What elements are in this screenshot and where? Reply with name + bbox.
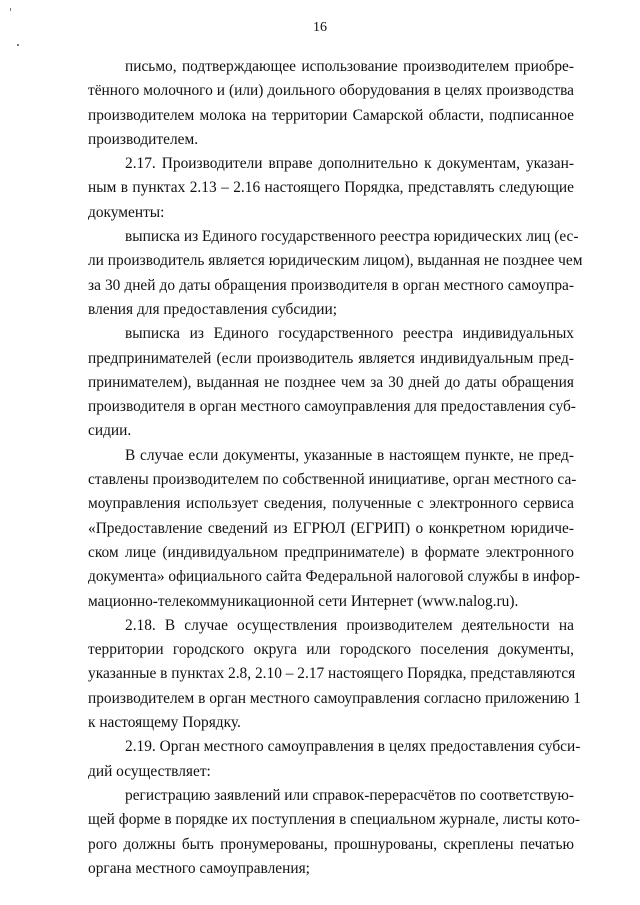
paragraph bbox=[88, 444, 580, 614]
paragraph bbox=[88, 735, 581, 784]
text-line: производителем в орган местного самоуправления согласно приложению 1 bbox=[88, 689, 581, 707]
text-line: 2.19. Орган местного самоуправления в целях предоставления субси- bbox=[125, 738, 581, 756]
text-line: к настоящему Порядку. bbox=[88, 714, 241, 732]
text-line: производителем молока на территории Самарской области, подписанное bbox=[88, 106, 574, 124]
text-line: ставлены производителем по собственной инициативе, орган местного са- bbox=[88, 471, 577, 489]
text-line: производителя в орган местного самоуправления для предоставления суб- bbox=[88, 398, 576, 416]
paragraph bbox=[88, 55, 574, 152]
text-line: тённого молочного и (или) доильного оборудования в целях производства bbox=[88, 82, 574, 100]
text-line: мационно-телекоммуникационной сети Интернет (www.nalog.ru). bbox=[88, 592, 519, 610]
text-line: выписка из Единого государственного реестра юридических лиц (ес- bbox=[125, 228, 579, 246]
text-line: сидии. bbox=[88, 422, 132, 440]
paragraph bbox=[88, 225, 583, 322]
scan-edge-mark-top bbox=[10, 8, 11, 11]
paragraph bbox=[88, 614, 581, 735]
text-line: дий осуществляет: bbox=[88, 762, 211, 780]
page-number: 16 bbox=[313, 20, 327, 35]
paragraph bbox=[88, 784, 581, 881]
text-line: ском лице (индивидуальном предпринимателе) в формате электронного bbox=[88, 543, 574, 561]
text-line: письмо, подтверждающее использование производителем приобре- bbox=[125, 58, 574, 75]
text-line: ли производитель является юридическим лицом), выданная не позднее чем bbox=[88, 252, 583, 270]
text-line: вления для предоставления субсидии; bbox=[88, 300, 338, 318]
text-line: территории городского округа или городского поселения документы, bbox=[88, 641, 574, 659]
paragraph bbox=[88, 322, 574, 443]
text-line: ным в пунктах 2.13 – 2.16 настоящего Порядка, представлять следующие bbox=[88, 179, 574, 197]
text-line: выписка из Единого государственного реестра индивидуальных bbox=[125, 325, 574, 343]
text-line: регистрацию заявлений или справок-перерасчётов по соответствую- bbox=[125, 786, 574, 804]
text-line: «Предоставление сведений из ЕГРЮЛ (ЕГРИП) о конкретном юридиче- bbox=[88, 519, 574, 537]
paragraph bbox=[88, 152, 574, 225]
text-line: документы: bbox=[88, 203, 165, 221]
text-line: щей форме в порядке их поступления в специальном журнале, листы кото- bbox=[88, 811, 581, 829]
scan-edge-mark-left bbox=[17, 44, 19, 46]
text-line: 2.18. В случае осуществления производителем деятельности на bbox=[125, 616, 574, 634]
text-line: моуправления использует сведения, полученные с электронного сервиса bbox=[88, 495, 574, 513]
text-line: органа местного самоуправления; bbox=[88, 859, 310, 877]
text-line: В случае если документы, указанные в настоящем пункте, не пред- bbox=[125, 446, 574, 464]
text-line: 2.17. Производители вправе дополнительно к документам, указан- bbox=[125, 155, 574, 173]
text-line: указанные в пунктах 2.8, 2.10 – 2.17 настоящего Порядка, представляются bbox=[88, 665, 576, 683]
text-line: производителем. bbox=[88, 130, 199, 148]
text-line: за 30 дней до даты обращения производителя в орган местного самоупра- bbox=[88, 276, 574, 294]
document-body bbox=[88, 55, 583, 881]
text-line: принимателем), выданная не позднее чем за 30 дней до даты обращения bbox=[88, 373, 574, 391]
text-line: документа» официального сайта Федеральной налоговой службы в инфор- bbox=[88, 568, 580, 586]
text-line: рого должны быть пронумерованы, прошнурованы, скреплены печатью bbox=[88, 835, 574, 853]
text-line: предпринимателей (если производитель является индивидуальным пред- bbox=[88, 349, 574, 367]
